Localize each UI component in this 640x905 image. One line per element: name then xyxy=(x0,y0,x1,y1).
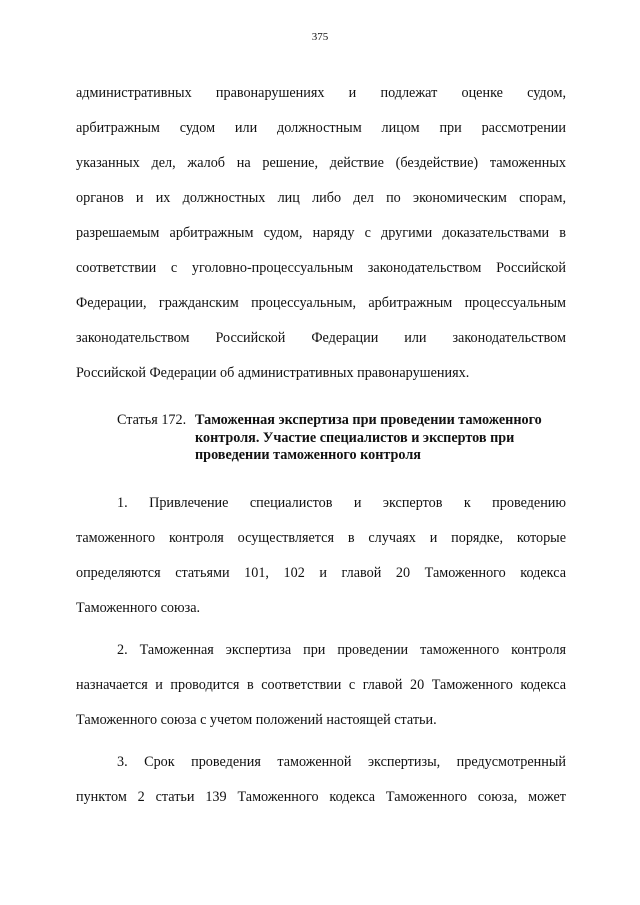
page-number: 375 xyxy=(311,31,329,43)
text-line: указанных дел, жалоб на решение, действие (бездействие) таможенных xyxy=(76,155,566,171)
text-line: пунктом 2 статьи 139 Таможенного кодекса Таможенного союза, может xyxy=(76,788,566,805)
article-title-line: Таможенная экспертиза при проведении таможенного xyxy=(195,412,542,428)
text-line: назначается и проводится в соответствии с главой 20 Таможенного кодекса xyxy=(76,676,566,693)
text-line: 1. Привлечение специалистов и экспертов к проведению xyxy=(117,494,566,511)
text-line: определяются статьями 101, 102 и главой 20 Таможенного кодекса xyxy=(76,564,566,581)
article-heading xyxy=(76,412,566,465)
text-line: Российской Федерации об административных правонарушениях. xyxy=(76,365,470,381)
article-title-line: контроля. Участие специалистов и экспертов при xyxy=(195,429,515,446)
text-line: Таможенного союза. xyxy=(76,599,201,616)
text-line: Федерации, гражданским процессуальным, арбитражным процессуальным xyxy=(76,295,566,311)
text-line: 3. Срок проведения таможенной экспертизы, предусмотренный xyxy=(117,753,566,770)
text-line: административных правонарушениях и подлежат оценке судом, xyxy=(76,85,566,101)
text-line: 2. Таможенная экспертиза при проведении таможенного контроля xyxy=(117,641,566,658)
article-title xyxy=(195,412,566,465)
article-label: Статья 172. xyxy=(117,412,187,428)
paragraph-intro xyxy=(76,84,566,382)
text-line: Таможенного союза с учетом положений настоящей статьи. xyxy=(76,711,437,728)
paragraph-1 xyxy=(76,494,566,617)
paragraph-3 xyxy=(76,753,566,806)
text-line: органов и их должностных лиц либо дел по экономическим спорам, xyxy=(76,190,566,206)
article-title-line: проведении таможенного контроля xyxy=(195,447,421,463)
paragraph-2 xyxy=(76,641,566,729)
text-line: таможенного контроля осуществляется в случаях и порядке, которые xyxy=(76,529,566,546)
text-line: разрешаемым арбитражным судом, наряду с другими доказательствами в xyxy=(76,225,566,241)
text-line: соответствии с уголовно-процессуальным законодательством Российской xyxy=(76,260,566,276)
document-body xyxy=(76,84,566,806)
text-line: арбитражным судом или должностным лицом при рассмотрении xyxy=(76,120,566,136)
text-line: законодательством Российской Федерации или законодательством xyxy=(76,330,566,346)
